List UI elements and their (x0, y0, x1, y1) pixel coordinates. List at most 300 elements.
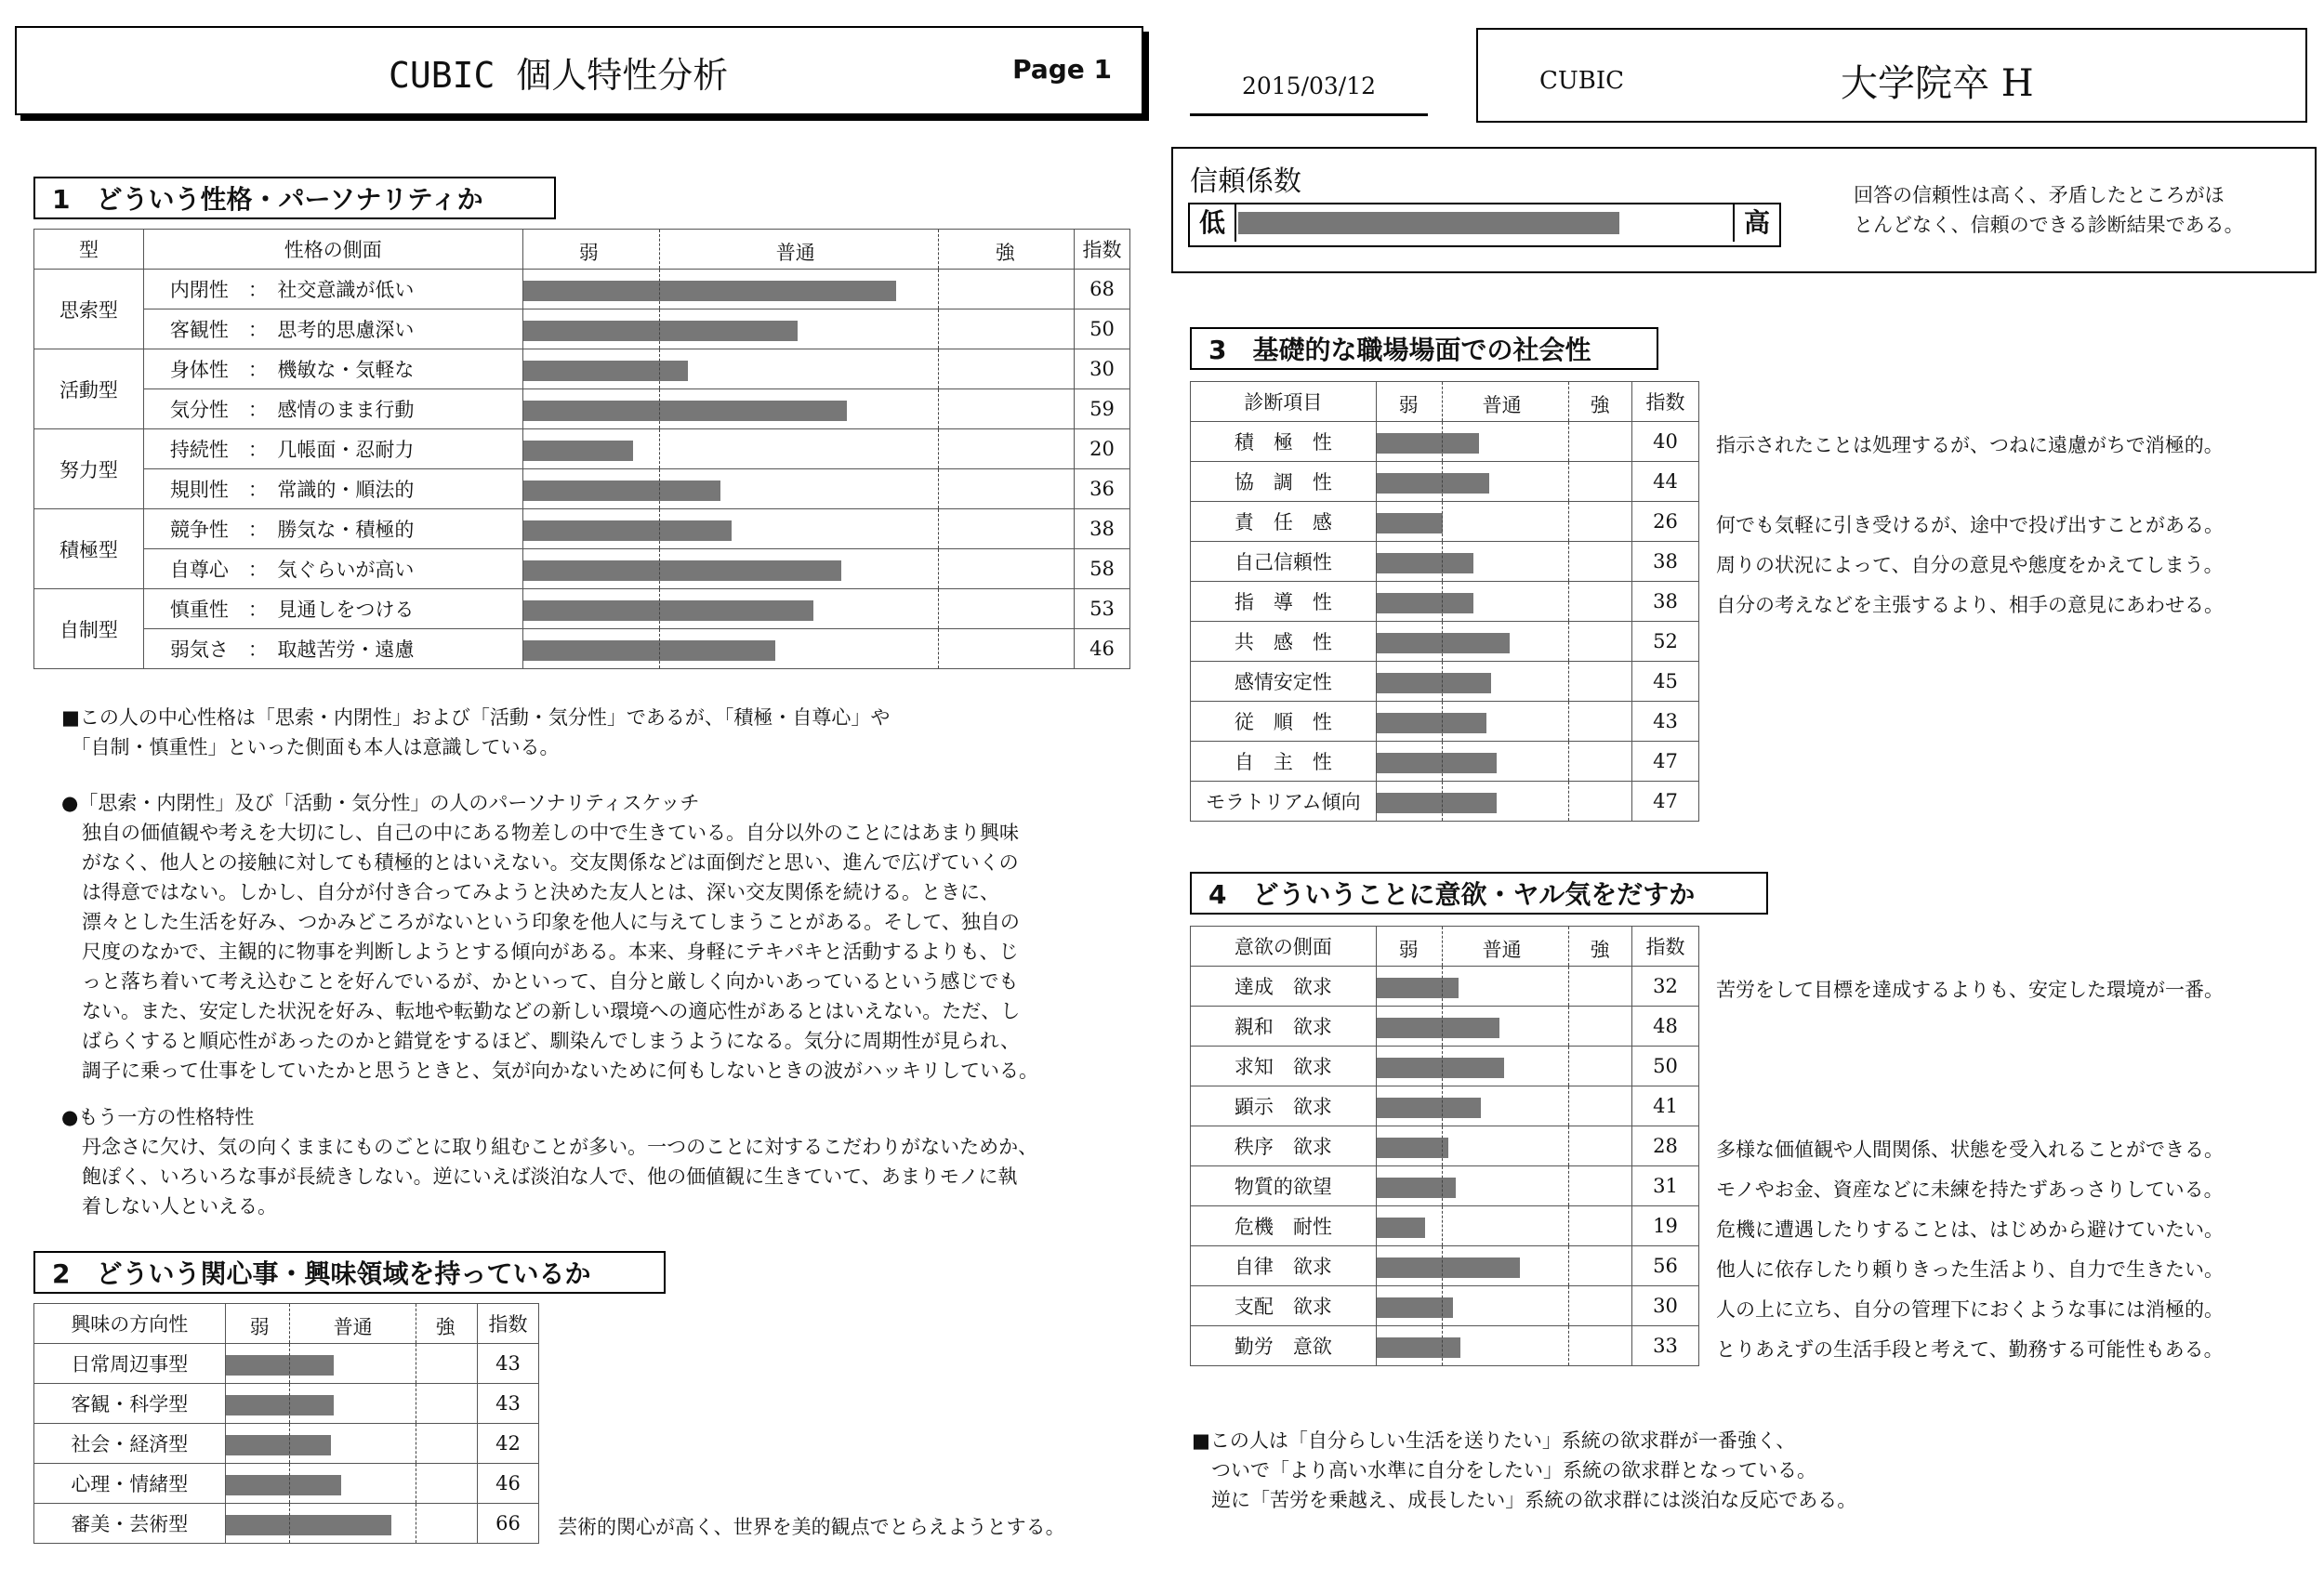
row-comment: 他人に依存したり頼りきった生活より、自力で生きたい。 (1716, 1258, 2224, 1281)
row-comment: 芸術的関心が高く、世界を美的観点でとらえようとする。 (558, 1516, 1065, 1538)
gridline (659, 349, 660, 388)
bar-cell (1376, 1126, 1631, 1166)
gridline (1442, 622, 1443, 661)
index-bar (1377, 433, 1479, 454)
bar-cell (225, 1384, 477, 1424)
index-bar (1377, 1058, 1505, 1078)
scale-weak: 弱 (578, 242, 599, 264)
gridline (938, 389, 939, 428)
report-date: 2015/03/12 (1241, 72, 1377, 99)
index-value: 31 (1632, 1166, 1699, 1206)
item-label: 親和 欲求 (1191, 1007, 1377, 1047)
table-row (1191, 542, 1699, 582)
table-row (1191, 1007, 1699, 1047)
index-value: 41 (1632, 1086, 1699, 1126)
item-label: 積 極 性 (1191, 422, 1377, 462)
aspect-cell: 身体性 ： 機敏な・気軽な (143, 349, 522, 389)
bar-cell (1376, 1086, 1631, 1126)
table-row (34, 549, 1130, 589)
gridline (1568, 502, 1569, 541)
index-bar (1377, 753, 1497, 773)
item-label: 支配 欲求 (1191, 1286, 1377, 1326)
gridline (938, 509, 939, 548)
index-bar (1377, 553, 1474, 573)
item-label: 審美・芸術型 (34, 1504, 226, 1544)
row-comment: 危機に遭遇したりすることは、はじめから避けていたい。 (1716, 1218, 2224, 1241)
scale-strong: 強 (995, 242, 1015, 264)
index-value: 30 (1632, 1286, 1699, 1326)
item-label: モラトリアム傾向 (1191, 782, 1377, 822)
scale-strong: 強 (1590, 939, 1610, 961)
gridline (1442, 422, 1443, 461)
gridline (1568, 1086, 1569, 1126)
table-row (1191, 1126, 1699, 1166)
index-bar (1377, 1178, 1456, 1198)
aspect-cell: 弱気さ ： 取越苦労・遠慮 (143, 629, 522, 669)
index-bar (1377, 1138, 1448, 1158)
sketch-body: 独自の価値観や考えを大切にし、自己の中にある物差しの中で生きている。自分以外のことにはあまり興味 がなく、他人との接触に対しても積極的とはいえない。交友関係などは面倒だと思い、進んで広げていくの は得意ではない。しかし、自分が付き合ってみようと決めた友人とは、深い交友関係を続ける。ときに、 漂々とした生活を好み、つかみどころがないという印象を他人に与えてしまうことがある。そして、独自の 尺度のなかで、主観的に物事を判断しようとする傾向がある。本来、身軽にテキパキと活動するよりも、じ っと落ち着いて考え込むことを好んでいるが、かといって、自分と厳しく向かいあっているという感じでも ない。また、安定した状況を好み、転地や転勤などの新しい環境への適応性があるとはいえない。ただ、し ばらくすると順応性があったのかと錯覚をするほど、馴染んでしまうようになる。気分に周期性が見られ、 調子に乗って仕事をしていたかと思うときと、気が向かないために何もしないときの波がハッキリしている。 (82, 822, 1038, 1082)
index-value: 45 (1632, 662, 1699, 702)
bar-cell (225, 1344, 477, 1384)
reliability-meter (1188, 203, 1781, 247)
date-underline (1190, 113, 1428, 116)
aspect-cell: 気分性 ： 感情のまま行動 (143, 389, 522, 429)
bar-cell (1376, 1047, 1631, 1086)
item-label: 共 感 性 (1191, 622, 1377, 662)
table-row (34, 469, 1130, 509)
other-trait-title: ●もう一方の性格特性 (61, 1106, 255, 1128)
bar-cell (522, 349, 1074, 389)
aspect-cell: 慎重性 ： 見通しをつける (143, 589, 522, 629)
bar-cell (522, 429, 1074, 469)
bar-cell (1376, 742, 1631, 782)
gridline (289, 1464, 290, 1503)
table-row (1191, 1047, 1699, 1086)
page-number: Page 1 (1012, 54, 1112, 85)
index-value: 68 (1075, 270, 1130, 309)
table-row (34, 629, 1130, 669)
item-label: 自 主 性 (1191, 742, 1377, 782)
bar-cell (522, 389, 1074, 429)
scale-header (522, 230, 1074, 270)
type-cell: 思索型 (34, 270, 144, 349)
subject-name: 大学院卒 H (1841, 62, 2034, 105)
gridline (1442, 1086, 1443, 1126)
index-bar (1377, 673, 1492, 693)
scale-header (1376, 927, 1631, 967)
gridline (1568, 662, 1569, 701)
reliability-box (1171, 147, 2317, 273)
table-row (34, 349, 1130, 389)
gridline (1442, 1326, 1443, 1365)
table-row (1191, 1086, 1699, 1126)
table-row (1191, 622, 1699, 662)
index-value: 38 (1632, 582, 1699, 622)
gridline (659, 389, 660, 428)
gridline (1442, 1047, 1443, 1086)
index-value: 26 (1632, 502, 1699, 542)
item-label: 勤労 意欲 (1191, 1326, 1377, 1366)
table-row (1191, 782, 1699, 822)
gridline (289, 1504, 290, 1543)
index-bar (1377, 1257, 1520, 1278)
table-header-row (34, 1304, 539, 1344)
table-row (34, 270, 1130, 309)
bar-cell (1376, 462, 1631, 502)
reliability-high-label: 高 (1733, 204, 1779, 242)
scale-weak: 弱 (249, 1316, 270, 1338)
row-comment: 人の上に立ち、自分の管理下におくような事には消極的。 (1716, 1298, 2224, 1321)
gridline (1568, 742, 1569, 781)
index-bar (1377, 1098, 1482, 1118)
aspect-cell: 規則性 ： 常識的・順法的 (143, 469, 522, 509)
index-value: 28 (1632, 1126, 1699, 1166)
bar-cell (225, 1424, 477, 1464)
index-bar (226, 1355, 334, 1376)
bar-cell (1376, 622, 1631, 662)
index-bar (523, 640, 775, 661)
gridline (659, 429, 660, 468)
index-value: 59 (1075, 389, 1130, 429)
gridline (1442, 1126, 1443, 1165)
row-comment: 自分の考えなどを主張するより、相手の意見にあわせる。 (1716, 594, 2224, 616)
index-bar (1377, 793, 1497, 813)
reliability-comment: 回答の信頼性は高く、矛盾したところがほ とんどなく、信頼のできる診断結果である。 (1854, 184, 2244, 236)
index-value: 50 (1075, 309, 1130, 349)
col-item: 興味の方向性 (34, 1304, 226, 1344)
motivation-table (1190, 926, 1699, 1366)
index-bar (226, 1395, 334, 1415)
gridline (1442, 1286, 1443, 1325)
index-bar (1377, 473, 1489, 494)
type-cell: 努力型 (34, 429, 144, 509)
gridline (659, 270, 660, 309)
gridline (938, 349, 939, 388)
item-label: 社会・経済型 (34, 1424, 226, 1464)
scale-strong: 強 (435, 1316, 456, 1338)
gridline (938, 270, 939, 309)
row-comment: とりあえずの生活手段と考えて、勤務する可能性もある。 (1716, 1338, 2224, 1361)
gridline (1442, 542, 1443, 581)
index-value: 58 (1075, 549, 1130, 589)
col-type: 型 (34, 230, 144, 270)
bar-cell (522, 509, 1074, 549)
index-value: 46 (478, 1464, 539, 1504)
index-value: 66 (478, 1504, 539, 1544)
bar-cell (1376, 422, 1631, 462)
table-row (1191, 422, 1699, 462)
bar-cell (1376, 502, 1631, 542)
col-index: 指数 (1632, 382, 1699, 422)
item-label: 自律 欲求 (1191, 1246, 1377, 1286)
table-row (1191, 1166, 1699, 1206)
table-row (34, 429, 1130, 469)
gridline (1568, 1126, 1569, 1165)
table-row (34, 1424, 539, 1464)
bar-cell (1376, 662, 1631, 702)
bar-cell (522, 589, 1074, 629)
gridline (1568, 1206, 1569, 1245)
index-bar (523, 481, 720, 501)
item-label: 日常周辺事型 (34, 1344, 226, 1384)
table-row (1191, 502, 1699, 542)
item-label: 秩序 欲求 (1191, 1126, 1377, 1166)
aspect-cell: 自尊心 ： 気ぐらいが高い (143, 549, 522, 589)
gridline (289, 1344, 290, 1383)
index-bar (523, 401, 847, 421)
gridline (938, 629, 939, 668)
table-row (1191, 1246, 1699, 1286)
index-value: 33 (1632, 1326, 1699, 1366)
item-label: 自己信頼性 (1191, 542, 1377, 582)
table-row (1191, 702, 1699, 742)
gridline (1568, 422, 1569, 461)
bar-cell (1376, 782, 1631, 822)
scale-strong: 強 (1590, 394, 1610, 416)
index-value: 52 (1632, 622, 1699, 662)
gridline (1568, 782, 1569, 821)
index-bar (523, 600, 814, 621)
gridline (1442, 742, 1443, 781)
bar-cell (1376, 1326, 1631, 1366)
gridline (1568, 1166, 1569, 1205)
index-bar (1377, 1337, 1461, 1358)
index-bar (1377, 1018, 1499, 1038)
item-label: 協 調 性 (1191, 462, 1377, 502)
gridline (1568, 1047, 1569, 1086)
col-index: 指数 (1632, 927, 1699, 967)
gridline (1442, 702, 1443, 741)
table-row (34, 589, 1130, 629)
gridline (1442, 1206, 1443, 1245)
index-value: 50 (1632, 1047, 1699, 1086)
gridline (1442, 782, 1443, 821)
row-comment: 指示されたことは処理するが、つねに遠慮がちで消極的。 (1716, 434, 2224, 456)
section3-heading: 3 基礎的な職場場面での社会性 (1190, 327, 1658, 370)
bar-cell (1376, 1206, 1631, 1246)
table-row (34, 309, 1130, 349)
bar-cell (1376, 702, 1631, 742)
index-bar (1377, 1218, 1425, 1238)
gridline (1442, 1246, 1443, 1285)
item-label: 心理・情緒型 (34, 1464, 226, 1504)
gridline (1568, 582, 1569, 621)
aspect-cell: 競争性 ： 勝気な・積極的 (143, 509, 522, 549)
reliability-label: 信頼係数 (1190, 165, 1301, 198)
index-bar (523, 560, 841, 581)
col-index: 指数 (1075, 230, 1130, 270)
table-row (1191, 1286, 1699, 1326)
gridline (938, 469, 939, 508)
index-value: 47 (1632, 782, 1699, 822)
bar-cell (522, 549, 1074, 589)
scale-normal: 普通 (333, 1316, 373, 1338)
bar-cell (1376, 967, 1631, 1007)
bar-cell (522, 629, 1074, 669)
index-bar (523, 441, 633, 461)
col-item: 診断項目 (1191, 382, 1377, 422)
gridline (1568, 702, 1569, 741)
table-header-row (34, 230, 1130, 270)
bar-cell (1376, 1166, 1631, 1206)
table-row (1191, 582, 1699, 622)
report-title-box (15, 26, 1143, 115)
aspect-cell: 客観性 ： 思考的思慮深い (143, 309, 522, 349)
index-value: 53 (1075, 589, 1130, 629)
index-value: 38 (1075, 509, 1130, 549)
index-value: 36 (1075, 469, 1130, 509)
personality-table (33, 229, 1130, 669)
index-bar (1377, 633, 1510, 653)
index-value: 48 (1632, 1007, 1699, 1047)
index-value: 56 (1632, 1246, 1699, 1286)
gridline (1442, 582, 1443, 621)
bar-cell (522, 270, 1074, 309)
aspect-cell: 持続性 ： 几帳面・忍耐力 (143, 429, 522, 469)
gridline (659, 469, 660, 508)
bar-cell (225, 1504, 477, 1544)
gridline (1568, 1326, 1569, 1365)
index-value: 20 (1075, 429, 1130, 469)
section4-summary: ■この人は「自分らしい生活を送りたい」系統の欲求群が一番強く、 ついで「より高い水準に自分をしたい」系統の欲求群となっている。 逆に「苦労を乗越え、成長したい」系統の欲求群には淡泊な反応である。 (1192, 1429, 1857, 1511)
product-name: CUBIC (1539, 67, 1625, 95)
gridline (1568, 1286, 1569, 1325)
index-bar (1377, 513, 1444, 533)
scale-normal: 普通 (1482, 939, 1522, 961)
index-bar (1377, 978, 1459, 998)
gridline (659, 509, 660, 548)
scale-weak: 弱 (1398, 394, 1419, 416)
index-value: 40 (1632, 422, 1699, 462)
table-row (34, 389, 1130, 429)
item-label: 危機 耐性 (1191, 1206, 1377, 1246)
gridline (1442, 462, 1443, 501)
table-row (1191, 1206, 1699, 1246)
scale-normal: 普通 (1482, 394, 1522, 416)
bar-cell (522, 469, 1074, 509)
report-title: CUBIC 個人特性分析 (389, 55, 729, 96)
gridline (1568, 967, 1569, 1006)
bar-cell (1376, 582, 1631, 622)
table-row (1191, 662, 1699, 702)
gridline (1568, 1246, 1569, 1285)
table-row (34, 1344, 539, 1384)
gridline (659, 629, 660, 668)
type-cell: 活動型 (34, 349, 144, 429)
bar-cell (1376, 1007, 1631, 1047)
item-label: 従 順 性 (1191, 702, 1377, 742)
index-value: 43 (478, 1384, 539, 1424)
item-label: 客観・科学型 (34, 1384, 226, 1424)
gridline (1442, 502, 1443, 541)
table-row (34, 1504, 539, 1544)
table-row (34, 1464, 539, 1504)
item-label: 達成 欲求 (1191, 967, 1377, 1007)
gridline (1442, 1166, 1443, 1205)
section2-heading: 2 どういう関心事・興味領域を持っているか (33, 1251, 666, 1294)
subject-box (1476, 28, 2307, 123)
bar-cell (225, 1464, 477, 1504)
index-bar (226, 1475, 341, 1495)
col-index: 指数 (478, 1304, 539, 1344)
gridline (1568, 1007, 1569, 1046)
aspect-cell: 内閉性 ： 社交意識が低い (143, 270, 522, 309)
index-bar (1377, 713, 1486, 733)
row-comment: 周りの状況によって、自分の意見や態度をかえてしまう。 (1716, 554, 2224, 576)
reliability-fill (1238, 212, 1619, 234)
table-row (1191, 742, 1699, 782)
bar-cell (1376, 1286, 1631, 1326)
index-value: 38 (1632, 542, 1699, 582)
index-bar (523, 361, 688, 381)
item-label: 指 導 性 (1191, 582, 1377, 622)
index-value: 44 (1632, 462, 1699, 502)
index-bar (523, 520, 732, 541)
type-cell: 積極型 (34, 509, 144, 589)
col-item: 意欲の側面 (1191, 927, 1377, 967)
index-bar (226, 1515, 391, 1535)
gridline (659, 549, 660, 588)
item-label: 感情安定性 (1191, 662, 1377, 702)
item-label: 求知 欲求 (1191, 1047, 1377, 1086)
gridline (1568, 462, 1569, 501)
index-value: 42 (478, 1424, 539, 1464)
gridline (659, 589, 660, 628)
section4-heading: 4 どういうことに意欲・ヤル気をだすか (1190, 872, 1768, 915)
bar-cell (522, 309, 1074, 349)
index-bar (523, 321, 798, 341)
gridline (938, 589, 939, 628)
index-value: 19 (1632, 1206, 1699, 1246)
item-label: 物質的欲望 (1191, 1166, 1377, 1206)
table-row (34, 1384, 539, 1424)
index-bar (226, 1435, 331, 1455)
row-comment: 多様な価値観や人間関係、状態を受入れることができる。 (1716, 1139, 2224, 1161)
gridline (938, 429, 939, 468)
table-row (1191, 1326, 1699, 1366)
section1-heading: 1 どういう性格・パーソナリティか (33, 177, 556, 219)
table-row (1191, 462, 1699, 502)
sketch-title: ●「思索・内閉性」及び「活動・気分性」の人のパーソナリティスケッチ (61, 792, 700, 814)
scale-header (225, 1304, 477, 1344)
social-table (1190, 381, 1699, 822)
other-trait-body: 丹念さに欠け、気の向くままにものごとに取り組むことが多い。一つのことに対するこだわりがないためか、 飽ぽく、いろいろな事が長続きしない。逆にいえば淡泊な人で、他の価値観に生きていて、あまりモノに執 着しない人といえる。 (82, 1136, 1038, 1218)
scale-header (1376, 382, 1631, 422)
type-cell: 自制型 (34, 589, 144, 669)
gridline (938, 549, 939, 588)
gridline (659, 309, 660, 349)
index-bar (1377, 593, 1474, 613)
index-value: 43 (478, 1344, 539, 1384)
row-comment: モノやお金、資産などに未練を持たずあっさりしている。 (1716, 1178, 2224, 1201)
gridline (1568, 622, 1569, 661)
item-label: 顕示 欲求 (1191, 1086, 1377, 1126)
gridline (1442, 967, 1443, 1006)
table-header-row (1191, 927, 1699, 967)
bar-cell (1376, 1246, 1631, 1286)
scale-weak: 弱 (1398, 939, 1419, 961)
item-label: 責 任 感 (1191, 502, 1377, 542)
index-value: 30 (1075, 349, 1130, 389)
gridline (938, 309, 939, 349)
col-aspect: 性格の側面 (143, 230, 522, 270)
interest-table (33, 1303, 539, 1544)
gridline (289, 1384, 290, 1423)
gridline (1442, 662, 1443, 701)
reliability-low-label: 低 (1190, 204, 1236, 242)
gridline (1442, 1007, 1443, 1046)
bar-cell (1376, 542, 1631, 582)
